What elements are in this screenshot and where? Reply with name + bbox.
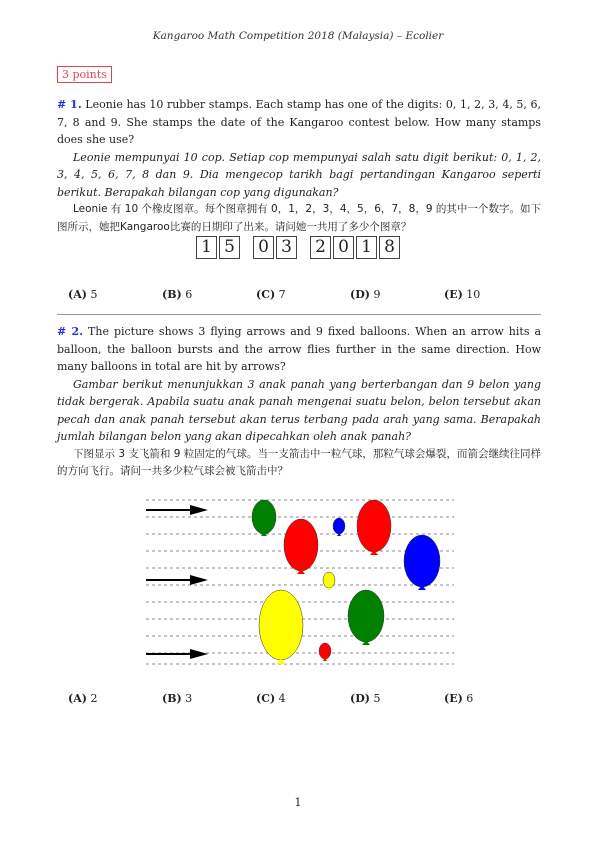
balloon-red-icon [284,519,318,574]
balloon-green-icon [348,590,384,645]
question-1-text-ms: Leonie mempunyai 10 cop. Setiap cop mempunyai salah satu digit berikut: 0, 1, 2, 3, 4, 5, 6, 7, 8 dan 9. Dia mengecop tarikh bagi pertandingan Kangaroo seperti berikut. Berapakah bilangan cop yang digunakan? [57,150,541,199]
answer-option[interactable]: (A) 5 [68,288,98,301]
arrow-icon [146,649,208,659]
balloon-blue-icon [404,535,440,590]
answer-option[interactable]: (B) 6 [162,288,193,301]
answer-option[interactable]: (C) 7 [256,288,286,301]
stamp-digit: 0 [253,236,274,259]
question-2-text-ms: Gambar berikut menunjukkan 3 anak panah yang berterbangan dan 9 belon yang tidak bergerak. Apabila suatu anak panah mengenai suatu belon, belon tersebut akan pecah dan anak panah tersebut akan terus terbang pada arah yang sama. Berapakah jumlah bilangan belon yang akan dipecahkan oleh anak panah? [57,377,541,443]
page-number: 1 [294,796,302,809]
question-2 [57,323,541,481]
stamp-digit: 3 [276,236,297,259]
divider [57,314,541,315]
answer-option[interactable]: (E) 10 [444,288,481,301]
balloon-yellow-icon [323,572,335,590]
question-2-text-zh: 下图显示 3 支飞箭和 9 粒固定的气球。当一支箭击中一粒气球，那粒气球会爆裂，而箭会继续往同样的方向飞行。请问一共多少粒气球会被飞箭击中？ [57,447,541,477]
stamp-digit: 1 [356,236,377,259]
answer-option[interactable]: (D) 5 [350,692,381,705]
stamp-date [0,236,596,259]
question-1-text-zh: Leonie 有 10 个橡皮图章。每个图章拥有 0，1，2，3，4，5，6，7，8，9 的其中一个数字。如下图所示，她把Kangaroo比赛的日期印了出来。请问她一共用了多少个图章？ [57,203,541,233]
question-2-number: # 2. [57,325,84,338]
stamp-digit: 0 [333,236,354,259]
answer-option[interactable]: (C) 4 [256,692,286,705]
question-2-english [57,323,541,376]
answer-option[interactable]: (A) 2 [68,692,98,705]
question-1-answers [68,288,538,301]
question-1 [57,96,541,236]
question-2-text-en: The picture shows 3 flying arrows and 9 fixed balloons. When an arrow hits a balloon, the balloon bursts and the arrow flies further in the same direction. How many balloons in total are hit by arrows? [57,325,542,373]
question-1-english [57,96,541,149]
balloon-red-icon [319,643,331,661]
question-1-text-en: Leonie has 10 rubber stamps. Each stamp has one of the digits: 0, 1, 2, 3, 4, 5, 6, 7, 8 and 9. She stamps the date of the Kangaroo contest below. How many stamps does she use? [57,98,542,146]
answer-option[interactable]: (B) 3 [162,692,193,705]
arrows-balloons-figure [142,494,458,668]
stamp-digit: 2 [310,236,331,259]
balloon-green-icon [252,500,276,536]
page-header: Kangaroo Math Competition 2018 (Malaysia) – Ecolier [152,30,444,42]
stamp-digit: 8 [379,236,400,259]
question-1-number: # 1. [57,98,82,111]
answer-option[interactable]: (D) 9 [350,288,381,301]
answer-option[interactable]: (E) 6 [444,692,474,705]
balloon-blue-icon [333,518,345,536]
stamp-digit: 1 [196,236,217,259]
arrow-icon [146,575,208,585]
arrow-icon [146,505,208,515]
balloon-red-icon [357,500,391,555]
question-2-answers [68,692,538,705]
points-label: 3 points [57,66,112,83]
stamp-digit: 5 [219,236,240,259]
